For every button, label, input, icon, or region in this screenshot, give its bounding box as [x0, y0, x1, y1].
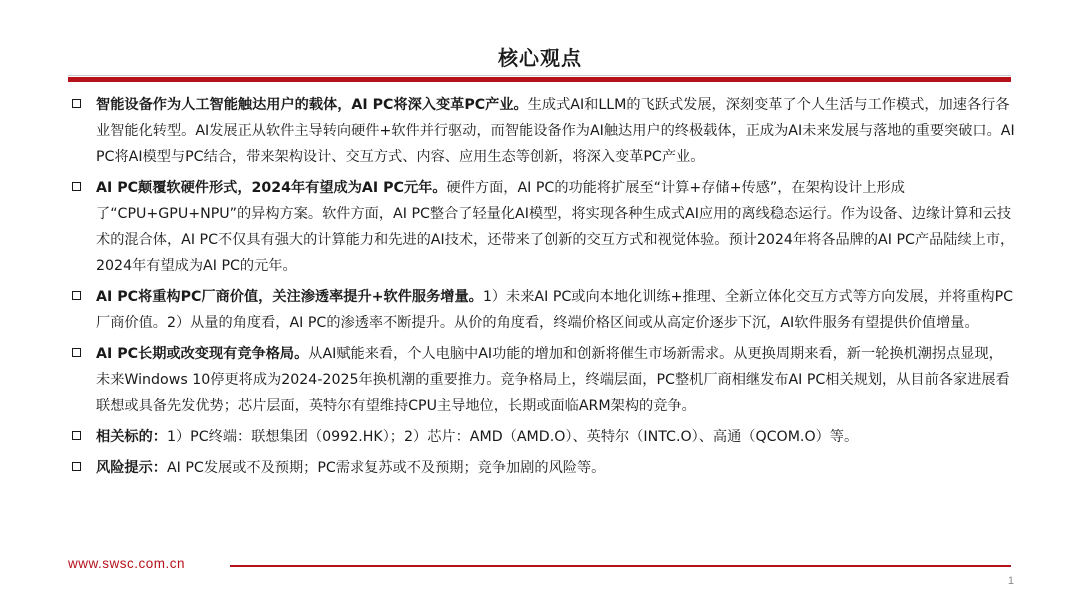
- item-lead: 风险提示：: [96, 460, 167, 476]
- checkbox-bullet-icon: [72, 291, 81, 300]
- title-divider-red: [68, 77, 1011, 82]
- checkbox-bullet-icon: [72, 462, 81, 471]
- title-divider-thin: [68, 75, 1011, 76]
- item-body: 硬件方面，AI PC的功能将扩展至“计算+存储+传感”，在架构设计上形成了“CPU+GPU+NPU”的异构方案。软件方面，AI PC整合了轻量化AI模型，将实现各种生成式AI应用的离线稳态运行。作为设备、边缘计算和云技术的混合体，AI PC不仅具有强大的计算能力和先进的AI技术，还带来了创新的交互方式和视觉体验。预计2024年将各品牌的AI PC产品陆续上市，2024年有望成为AI PC的元年。: [96, 180, 1015, 274]
- item-body: AI PC发展或不及预期；PC需求复苏或不及预期；竞争加剧的风险等。: [166, 460, 606, 476]
- list-item: [70, 424, 1015, 450]
- item-body: 1）PC终端：联想集团（0992.HK）；2）芯片：AMD（AMD.O）、英特尔（INTC.O）、高通（QCOM.O）等。: [166, 429, 859, 445]
- footer-website: www.swsc.com.cn: [68, 556, 186, 571]
- item-lead: 相关标的：: [96, 429, 167, 445]
- item-lead: AI PC颠覆软硬件形式，2024年有望成为AI PC元年。: [96, 180, 447, 196]
- list-item: [70, 175, 1015, 279]
- item-body: 从AI赋能来看，个人电脑中AI功能的增加和创新将催生市场新需求。从更换周期来看，新一轮换机潮拐点显现，未来Windows 10停更将成为2024-2025年换机潮的重要推力。竞争格局上，终端层面，PC整机厂商相继发布AI PC相关规划，从目前各家进展看联想或具备先发优势；芯片层面，英特尔有望维持CPU主导地位，长期或面临ARM架构的竞争。: [96, 346, 1010, 414]
- item-body: 1）未来AI PC或向本地化训练+推理、全新立体化交互方式等方向发展，并将重构PC厂商价值。2）从量的角度看，AI PC的渗透率不断提升。从价的角度看，终端价格区间或从高定价逐步下沉，AI软件服务有望提供价值增量。: [96, 289, 1014, 331]
- item-lead: 智能设备作为人工智能触达用户的载体，AI PC将深入变革PC产业。: [96, 97, 528, 113]
- key-points-list: [70, 92, 1015, 486]
- checkbox-bullet-icon: [72, 431, 81, 440]
- checkbox-bullet-icon: [72, 182, 81, 191]
- checkbox-bullet-icon: [72, 348, 81, 357]
- list-item: [70, 455, 1015, 481]
- footer-divider: [230, 565, 1011, 567]
- item-lead: AI PC长期或改变现有竞争格局。: [96, 346, 309, 362]
- page-title: 核心观点: [498, 46, 582, 70]
- item-lead: AI PC将重构PC厂商价值，关注渗透率提升+软件服务增量。: [96, 289, 483, 305]
- page-number: 1: [1007, 575, 1014, 587]
- list-item: [70, 92, 1015, 170]
- list-item: [70, 341, 1015, 419]
- checkbox-bullet-icon: [72, 99, 81, 108]
- item-body: 生成式AI和LLM的飞跃式发展，深刻变革了个人生活与工作模式，加速各行各业智能化转型。AI发展正从软件主导转向硬件+软件并行驱动，而智能设备作为AI触达用户的终极载体，正成为AI未来发展与落地的重要突破口。AI PC将AI模型与PC结合，带来架构设计、交互方式、内容、应用生态等创新，将深入变革PC产业。: [96, 97, 1015, 165]
- list-item: [70, 284, 1015, 336]
